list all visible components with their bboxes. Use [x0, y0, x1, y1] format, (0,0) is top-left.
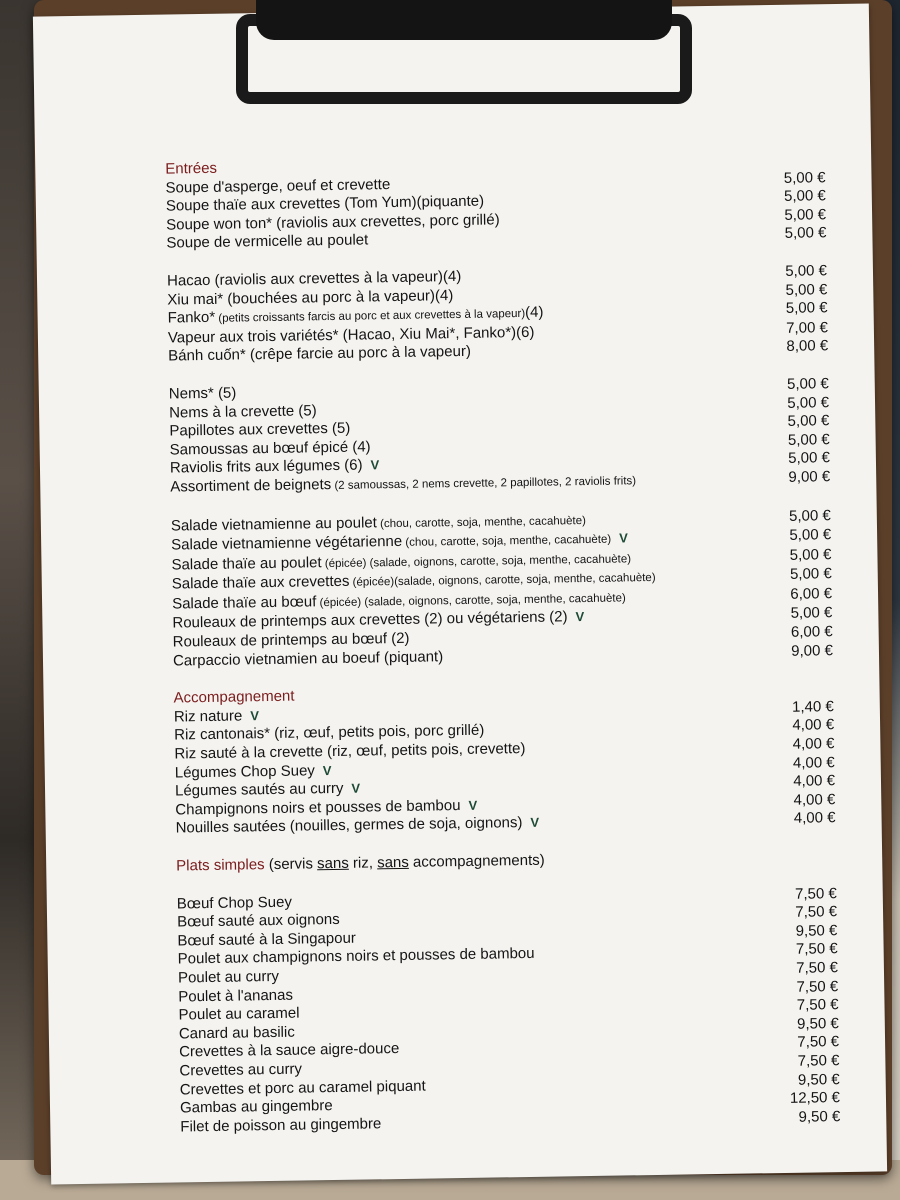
- menu-item-name: Poulet aux champignons noirs et pousses de bambou: [177, 945, 535, 968]
- menu-item-name: Nems à la crevette (5): [168, 401, 317, 422]
- menu-item-price: 7,50 €: [796, 996, 839, 1014]
- menu-item-name: Papillotes aux crevettes (5): [169, 419, 351, 440]
- menu-item-label: [166, 232, 368, 254]
- menu-item-price: 4,00 €: [793, 790, 836, 809]
- menu-item-name: Riz sauté à la crevette (riz, œuf, petits pois, crevette): [174, 740, 526, 763]
- menu-item-name: Nems* (5): [168, 384, 237, 403]
- menu-item-price: 4,00 €: [793, 772, 836, 791]
- menu-item-name: Légumes sautés au curry: [174, 780, 344, 800]
- menu-item-price: 7,50 €: [797, 1033, 840, 1052]
- menu-item-name: Samoussas au bœuf épicé (4): [169, 438, 371, 459]
- menu-group-sides: [174, 698, 836, 839]
- menu-item-detail: (épicée) (salade, oignons, carotte, soja, menthe, cacahuète): [316, 592, 626, 610]
- menu-group-mains: [177, 885, 841, 1137]
- menu-item-price: 5,00 €: [789, 545, 832, 564]
- menu-item-name: Filet de poisson au gingembre: [180, 1115, 382, 1136]
- menu-item-price: 9,50 €: [797, 1070, 840, 1089]
- menu-sheet: [33, 4, 887, 1185]
- menu-item-name: Riz nature: [173, 707, 243, 726]
- plats-note: (servis sans riz, sans accompagnements): [268, 851, 545, 874]
- menu-item-label: [180, 1097, 333, 1118]
- menu-item-name: Fanko*: [167, 308, 216, 327]
- menu-item-price: 1,40 €: [791, 697, 834, 716]
- menu-item-name: Poulet à l'ananas: [178, 986, 294, 1006]
- menu-item-price: 6,00 €: [790, 585, 833, 603]
- plats-title: Plats simples: [176, 856, 265, 875]
- menu-item-price: 6,00 €: [790, 623, 833, 641]
- menu-item-label: [178, 968, 279, 988]
- menu-item-name: Bœuf sauté aux oignons: [176, 911, 340, 931]
- menu-item-price: 5,00 €: [786, 375, 829, 393]
- menu-item-price: 4,00 €: [793, 809, 836, 828]
- vegetarian-badge: V: [370, 457, 380, 473]
- menu-item-name: Bœuf Chop Suey: [176, 893, 293, 913]
- menu-item-price: 9,00 €: [791, 641, 834, 660]
- vegetarian-badge: V: [575, 609, 585, 625]
- menu-item-label: [169, 402, 317, 423]
- menu-group-fried: [169, 375, 831, 498]
- menu-item-name: Crevettes au curry: [179, 1060, 303, 1080]
- menu-item-price: 5,00 €: [787, 393, 830, 412]
- menu-item-name: Légumes Chop Suey: [174, 761, 315, 782]
- vegetarian-badge: V: [530, 815, 540, 831]
- menu-item-price: 5,00 €: [787, 430, 830, 449]
- menu-item-price: 7,00 €: [786, 318, 828, 337]
- menu-group-soups: [165, 169, 826, 254]
- menu-item-label: [180, 1077, 426, 1099]
- menu-item-name: Nouilles sautées (nouilles, germes de soja, oignons): [175, 814, 523, 837]
- menu-content: [165, 150, 840, 1137]
- clipboard-clip: [236, 0, 692, 106]
- menu-item-price: 7,50 €: [796, 977, 839, 996]
- menu-item-price: 5,00 €: [787, 412, 830, 430]
- menu-item-name: Rouleaux de printemps au bœuf (2): [172, 629, 410, 651]
- menu-group-salads: [171, 507, 833, 671]
- menu-item-name: Gambas au gingembre: [179, 1097, 333, 1117]
- menu-item-name: Salade thaïe au bœuf: [171, 593, 317, 613]
- menu-item-price: 5,00 €: [789, 565, 832, 584]
- menu-item-price: 5,00 €: [783, 187, 826, 206]
- menu-item-detail: (2 samoussas, 2 nems crevette, 2 papillotes, 2 raviolis frits): [331, 475, 637, 492]
- vegetarian-badge: V: [468, 797, 478, 813]
- menu-item-label: [179, 1023, 295, 1043]
- menu-item-name: Soupe de vermicelle au poulet: [166, 231, 369, 252]
- vegetarian-badge: V: [619, 530, 628, 546]
- menu-item-price: 5,00 €: [784, 205, 827, 224]
- menu-item-name: Canard au basilic: [178, 1023, 295, 1043]
- vegetarian-badge: V: [322, 762, 332, 778]
- menu-item-detail: (épicée)(salade, oignons, carotte, soja, menthe, cacahuète): [349, 572, 656, 590]
- menu-item-count: (4): [524, 303, 544, 322]
- section-title-entrees: Entrées: [165, 159, 218, 178]
- clip-head: [256, 0, 672, 40]
- menu-item-price: 8,00 €: [786, 337, 829, 356]
- menu-item-name: Crevettes à la sauce aigre-douce: [179, 1040, 400, 1061]
- menu-item-name: Salade vietnamienne au poulet: [170, 513, 377, 535]
- menu-item-price: 7,50 €: [797, 1052, 840, 1070]
- menu-item-price: 4,00 €: [792, 716, 835, 735]
- menu-item-name: Carpaccio vietnamien au boeuf (piquant): [172, 647, 444, 670]
- menu-item-price: 5,00 €: [785, 280, 828, 299]
- menu-item-price: 5,00 €: [789, 526, 832, 544]
- menu-item-price: 4,00 €: [792, 753, 835, 772]
- menu-item-detail: (petits croissants farcis au porc et aux crevettes à la vapeur): [215, 308, 526, 325]
- menu-item-label: [177, 893, 292, 913]
- vegetarian-badge: V: [250, 708, 260, 724]
- menu-item-name: Soupe thaïe aux crevettes (Tom Yum)(piquante): [165, 192, 485, 215]
- menu-item-name: Soupe d'asperge, oeuf et crevette: [165, 175, 391, 197]
- menu-item-label: [179, 1040, 399, 1062]
- menu-item-price: 5,00 €: [790, 604, 833, 623]
- menu-item-detail: (chou, carotte, soja, menthe, cacahuète): [402, 533, 612, 549]
- menu-item-price: 9,50 €: [795, 921, 838, 940]
- menu-item-price: 9,50 €: [796, 1014, 839, 1033]
- menu-item-price: 5,00 €: [785, 262, 828, 280]
- menu-item-price: 12,50 €: [789, 1089, 841, 1108]
- menu-item-name: Bánh cuốn* (crêpe farcie au porc à la vapeur): [168, 343, 472, 365]
- menu-item-price: 5,00 €: [788, 506, 831, 525]
- menu-item-name: Salade thaïe aux crevettes: [171, 573, 350, 593]
- menu-item-label: [180, 1115, 381, 1137]
- menu-item-label: [174, 707, 259, 727]
- menu-item-price: 7,50 €: [795, 940, 838, 959]
- menu-item-price: 5,00 €: [784, 224, 827, 243]
- menu-item-price: 7,50 €: [795, 903, 838, 921]
- menu-item-name: Raviolis frits aux légumes (6): [169, 456, 363, 477]
- menu-item-name: Salade thaïe au poulet: [171, 553, 322, 574]
- vegetarian-badge: V: [351, 780, 361, 796]
- menu-item-label: [179, 1060, 302, 1081]
- menu-item-name: Bœuf sauté à la Singapour: [177, 929, 356, 950]
- menu-group-dimsum: [167, 262, 828, 366]
- menu-item-label: [178, 986, 293, 1006]
- menu-item-label: [169, 384, 237, 404]
- menu-item-price: 9,00 €: [788, 468, 831, 486]
- menu-item-price: 5,00 €: [783, 168, 826, 187]
- menu-item-name: Riz cantonais* (riz, œuf, petits pois, porc grillé): [174, 722, 485, 744]
- menu-item-name: Soupe won ton* (raviolis aux crevettes, porc grillé): [166, 211, 500, 234]
- menu-item-detail: (chou, carotte, soja, menthe, cacahuète): [376, 514, 587, 530]
- section-title-accompagnement: Accompagnement: [173, 687, 295, 707]
- menu-item-price: 7,50 €: [794, 884, 837, 903]
- menu-item-name: Rouleaux de printemps aux crevettes (2) ou végétariens (2): [172, 608, 568, 632]
- menu-item-name: Crevettes et porc au caramel piquant: [179, 1077, 426, 1098]
- menu-item-price: 5,00 €: [788, 449, 831, 468]
- menu-item-name: Assortiment de beignets: [170, 475, 332, 496]
- menu-item-name: Hacao (raviolis aux crevettes à la vapeur)(4): [166, 267, 462, 290]
- menu-item-detail: (épicée) (salade, oignons, carotte, soja, menthe, cacahuète): [321, 552, 632, 570]
- menu-item-name: Poulet au curry: [177, 967, 280, 987]
- menu-item-price: 5,00 €: [785, 299, 828, 318]
- menu-item-name: Poulet au caramel: [178, 1004, 300, 1024]
- menu-item-name: Vapeur aux trois variétés* (Hacao, Xiu Mai*, Fanko*)(6): [167, 323, 535, 347]
- menu-item-price: 4,00 €: [792, 735, 835, 753]
- menu-item-name: Xiu mai* (bouchées au porc à la vapeur)(4): [167, 286, 454, 309]
- menu-item-label: [175, 762, 332, 783]
- menu-item-label: [178, 1005, 299, 1025]
- menu-item-name: Salade vietnamienne végétarienne: [171, 532, 403, 554]
- menu-item-price: 9,50 €: [798, 1107, 841, 1126]
- menu-item-price: 7,50 €: [796, 959, 839, 977]
- menu-item-name: Champignons noirs et pousses de bambou: [175, 796, 461, 819]
